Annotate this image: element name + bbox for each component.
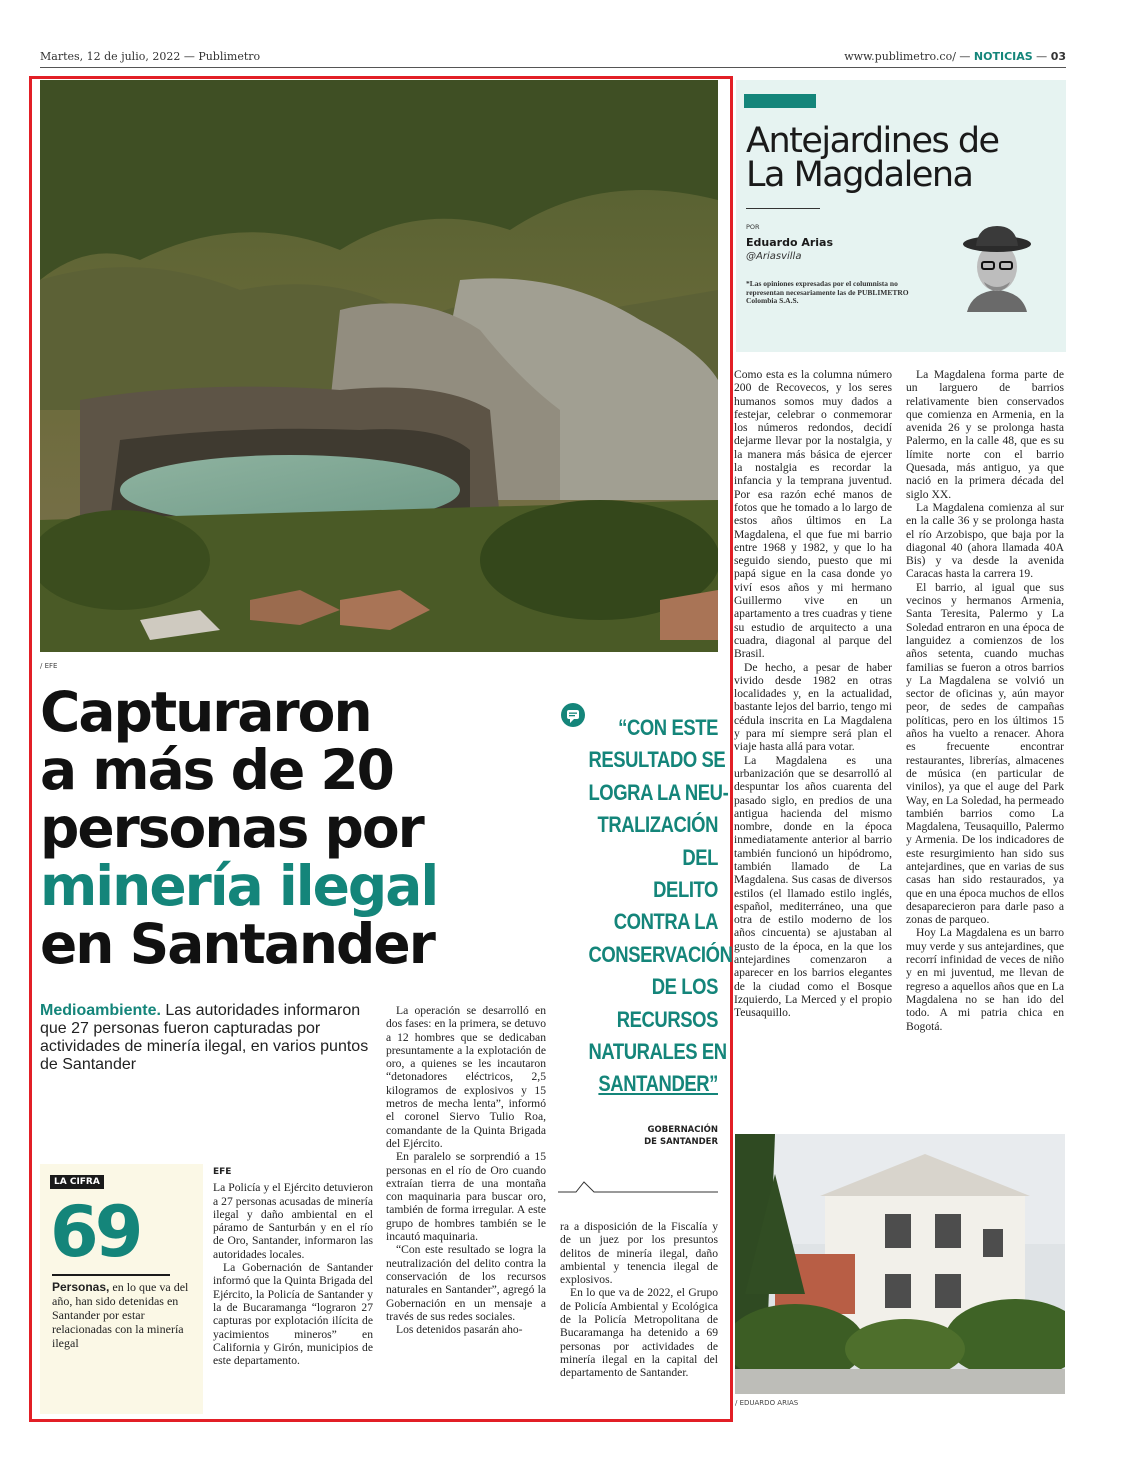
paragraph: “Con este resultado se logra la neutralización del delito contra la conservación de los recursos naturales en Santander”, agregó la Gobernación en un mensaje a través de sus redes sociales.: [386, 1243, 546, 1323]
key-figure-text: en lo que va del año, han sido detenidas en Santander por estar relacionadas con la minería ilegal: [52, 1280, 189, 1350]
disclaimer: *Las opiniones expresadas por el columnista no representan necesariamente las de PUBLIMETRO Colombia S.A.S.: [746, 279, 909, 305]
article-column-2: [386, 1004, 546, 1336]
key-figure-bold: Personas,: [52, 1280, 110, 1294]
lead-paragraph: [40, 1002, 370, 1074]
author-handle[interactable]: @Ariasvilla: [746, 251, 802, 262]
quote-line: CONSERVACIÓN: [588, 941, 733, 967]
quote-line: RECURSOS: [616, 1006, 718, 1032]
quote-line: RESULTADO SE: [588, 747, 726, 773]
paragraph: La Gobernación de Santander informó que la Quinta Brigada del Ejército, la Policía de Santander y la de Bucaramanga “lograron 27 capturas por explotación ilícita de yacimientos mineros” en California y Girón, municipios de este departamento.: [213, 1261, 373, 1368]
article-column-1: [213, 1166, 373, 1367]
column-title: [746, 121, 999, 195]
paragraph: La Policía y el Ejército detuvieron a 27 personas acusadas de minería ilegal y daño ambiental en el páramo de Santurbán y en el río de Oro, Santander, informaron las autoridades locales.: [213, 1181, 373, 1261]
paragraph: ra a disposición de la Fiscalía y de un juez por los presuntos delitos de minería ilegal, daño ambiental y tenencia ilegal de explosivos.: [560, 1220, 718, 1287]
author-name: Eduardo Arias: [746, 236, 834, 249]
page-header: [40, 48, 1066, 68]
lead-kicker: Medioambiente.: [40, 1002, 161, 1019]
quote-line: LOGRA LA NEU-: [588, 779, 729, 805]
lead-text: Las autoridades informaron que 27 personas fueron capturadas por actividades de minería ilegal, en varios puntos de Santander: [40, 1002, 369, 1073]
house-photo: [735, 1134, 1065, 1394]
divider: [746, 208, 820, 209]
paragraph: Los detenidos pasarán aho-: [396, 1323, 523, 1337]
paragraph: En paralelo se sorprendió a 15 personas en el río de Oro cuando extraían tierra de una montaña con maquinaria para buscar oro, también de forma irregular. A este grupo de hombres también se le incautó maquinaria.: [386, 1150, 546, 1244]
paragraph: La operación se desarrolló en dos fases: en la primera, se detuvo a 12 hombres que se dedicaban presuntamente a la explotación de oro, a quienes se les incautaron “detonadores eléctricos, 2,5 kilogramos de explosivos y 15 metros de mecha lenta”, informó el coronel Siervo Tulio Roa, comandante de la Quinta Brigada del Ejército.: [386, 1004, 546, 1150]
key-figure-caption: [52, 1280, 192, 1350]
quote-line: CONTRA LA: [613, 909, 718, 935]
header-date: Martes, 12 de julio, 2022 — Publimetro: [40, 50, 261, 63]
paragraph: El barrio, al igual que sus vecinos y hermanos Armenia, Santa Teresita, Palermo y La Soledad entraron en una época de languidez a comienzos de los años setenta, cuando muchas familias se fueron a otros barrios y La Magdalena se volvió un sector de oficinas y, aún mayor peor, de sedes de campañas políticas, pero en los últimos 15 años ha vuelto a renacer. Ahora es frecuente encontrar restaurantes, librerías, almacenes de música (en particular de vinilos), ya que el auge del Park Way, en La Soledad, ha permeado también barrios como La Magdalena, Teusaquillo, Palermo y Armenia. De los indicadores de este resurgimiento han sido sus antejardines, que en varias de sus casas han sido restaurados, ya que en una época muchos de ellos desaparecieron para darle paso a zonas de parqueo.: [906, 580, 1064, 927]
quote-bubble-icon: [561, 703, 585, 727]
column-title-line: Antejardines de: [746, 121, 999, 161]
headline-line: a más de 20: [40, 738, 393, 802]
mining-pit-photo: [40, 80, 718, 652]
headline-line: Capturaron: [40, 680, 371, 744]
main-headline: [40, 680, 470, 976]
paragraph: Hoy La Magdalena es un barro muy verde y sus antejardines, que recorrí infinidad de veces de niño y en mi juventud, me llevan de regreso a aquellos años que en La Magdalena no se han ido del todo. A mi patria chica en Bogotá.: [906, 926, 1064, 1033]
divider: [52, 1274, 170, 1276]
headline-line-highlight: minería ilegal: [40, 854, 438, 918]
paragraph: La Magdalena comienza al sur en la calle 36 y se prolonga hasta el río Arzobispo, que baja por la diagonal 40 (ahora llamada 40A Bis) y va desde la avenida Caracas hasta la carrera 19.: [906, 500, 1064, 581]
by-label: POR: [746, 223, 760, 231]
house-photo-credit: / EDUARDO ARIAS: [735, 1399, 799, 1407]
quote-source-line: GOBERNACIÓN: [647, 1125, 718, 1135]
headline-line: en Santander: [40, 912, 434, 976]
accent-bar: [744, 94, 816, 108]
paragraph: La Magdalena forma parte de un larguero de barrios relativamente bien conservados que comienza en Armenia, en la avenida 26 y se prolonga hasta Palermo, en la calle 48, que es su límite norte con el barrio Quesada, más antiguo, ya que nació en la primera década del siglo XX.: [906, 368, 1064, 501]
key-figure-tag: LA CIFRA: [50, 1175, 104, 1189]
header-section: NOTICIAS: [973, 50, 1033, 63]
quote-line: “CON ESTE: [618, 715, 718, 740]
paragraph: La Magdalena es una urbanización que se desarrolló al despuntar los años cuarenta del pasado siglo, en predios de una antigua hacienda del mismo nombre, donde en la época inmediatamente anterior al barrio también funcionó un hipódromo, también llamado de La Magdalena. Sus casas de diversos estilos (el llamado estilo inglés, español, mediterráneo, una que otra de estilo moderno de los años cincuenta) se ajustaban al gusto de la época, en la que los antejardines comenzaron a aparecer en los barrios elegantes de la ciudad como el Bosque Izquierdo, La Merced y el propio Teusaquillo.: [734, 753, 892, 1020]
article-column-3: [560, 1220, 718, 1380]
pull-quote: [588, 712, 733, 1101]
key-figure-box: [40, 1164, 203, 1414]
quote-end-rule: [558, 1180, 718, 1194]
quote-line: DELITO: [653, 877, 718, 903]
paragraph: Como esta es la columna número 200 de Recovecos, y los seres humanos somos muy dados a festejar, celebrar o conmemorar los números redondos, decidí dejarme llevar por la nostalgia, y la manera más básica de ejercer la nostalgia es recordar la infancia y la temprana juventud. Por esa razón eché manos de fotos que he tomado a lo largo de estos años últimos en La Magdalena, el que fue mi barrio entre 1968 y 1982, y que lo ha seguido siendo, puesto que mi papá sigue en la casa donde yo viví esos años y mi hermano Guillermo vive en un apartamento a tres cuadras y tiene su estudio de arquitecto a una cuadra, diagonal al parque del Brasil.: [734, 368, 892, 661]
byline: EFE: [213, 1167, 232, 1177]
opinion-column-2: [906, 368, 1064, 1033]
quote-source-line: DE SANTANDER: [644, 1137, 718, 1147]
column-title-line: La Magdalena: [746, 155, 973, 195]
quote-line: NATURALES EN: [588, 1039, 727, 1065]
headline-line: personas por: [40, 796, 423, 860]
header-url[interactable]: www.publimetro.co/: [844, 50, 956, 63]
opinion-column-1: [734, 368, 892, 1020]
quote-line: TRALIZACIÓN: [597, 812, 718, 838]
header-right: www.publimetro.co/ — NOTICIAS — 03: [844, 50, 1066, 63]
paragraph: De hecho, a pesar de haber vivido desde 1982 en otras localidades y, en la actualidad, bastante lejos del barrio, tengo mi cédula inscrita en La Magdalena y para mí siempre será plan el viaje hasta allá para votar.: [734, 660, 892, 754]
main-photo-credit: / EFE: [40, 662, 58, 670]
page-number: 03: [1050, 50, 1066, 63]
paragraph: En lo que va de 2022, el Grupo de Policía Ambiental y Ecológica de la Policía Metropolitana de Bucaramanga ha detenido a 69 personas por actividades de minería ilegal en la capital del departamento de Santander.: [560, 1286, 718, 1380]
quote-line: DEL: [682, 844, 718, 870]
quote-line: SANTANDER”: [598, 1071, 718, 1097]
quote-line: DE LOS: [651, 974, 718, 1000]
quote-source: [600, 1124, 718, 1148]
key-figure-number: 69: [50, 1191, 140, 1273]
opinion-column-header: [736, 80, 1066, 352]
author-portrait: [952, 222, 1042, 312]
